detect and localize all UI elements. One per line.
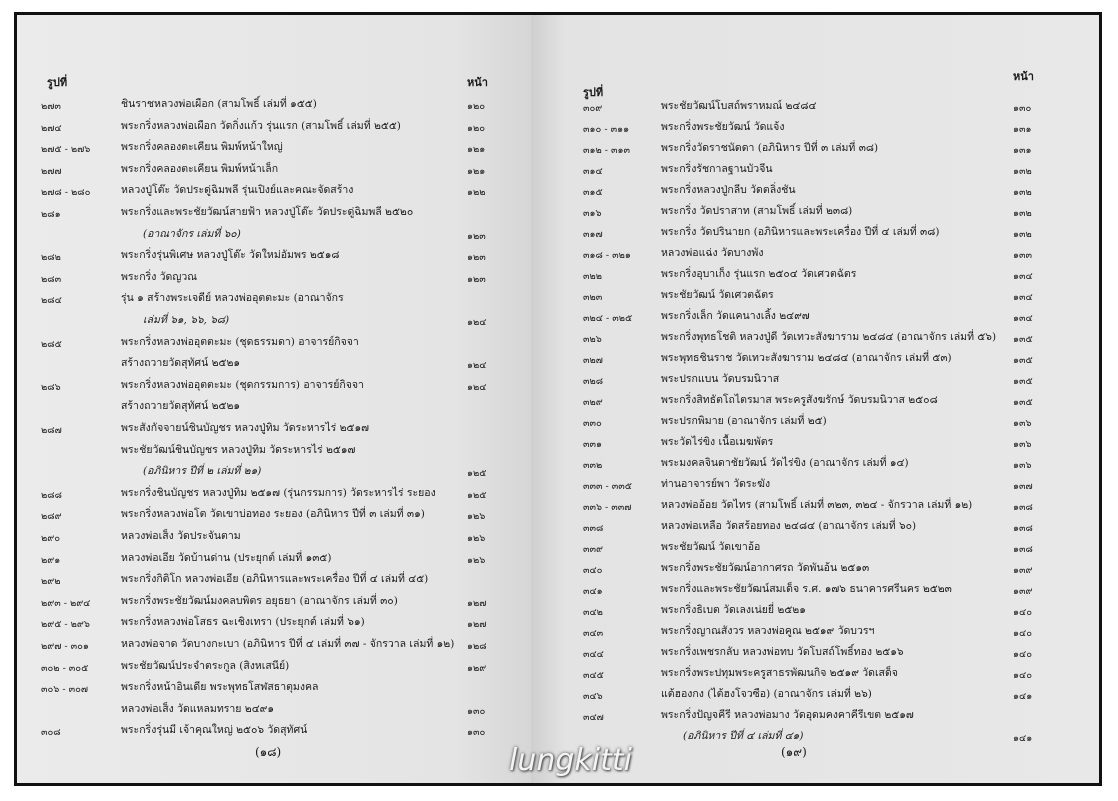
entry-title: พระชัยวัฒน์โบสถ์พราหมณ์ ๒๔๘๔ (661, 100, 817, 112)
figure-number: ๓๔๐ (583, 565, 603, 576)
entry-title: พระชัยวัฒน์ วัดเขาอ้อ (661, 541, 761, 553)
entry-title: (อาณาจักร เล่มที่ ๖๐) (143, 227, 241, 240)
figure-number: ๒๘๑ (41, 209, 61, 220)
entry-title: พระกริ่งหลวงพ่อโสธร ฉะเชิงเทรา (ประยุกต์ เล่มที่ ๖๑) (121, 616, 365, 629)
page-number: ๑๓๙ (1013, 586, 1033, 597)
figure-number: ๒๙๕ - ๒๙๖ (41, 619, 90, 631)
figure-number: ๓๑๒ - ๓๑๓ (583, 145, 631, 156)
figure-number: ๓๑๐ - ๓๑๑ (583, 124, 630, 135)
page-number: ๑๓๑ (1013, 145, 1032, 156)
page-number: ๑๓๘ (1013, 502, 1033, 513)
entry-title: พระพุทธชินราช วัดเทวะสังฆาราม ๒๔๘๔ (อาณาจักร เล่มที่ ๕๓) (661, 352, 952, 364)
figure-number: ๓๒๗ (583, 355, 603, 366)
column-header-figure: รูปที่ (583, 86, 604, 99)
entry-title: พระกริ่งและพระชัยวัฒน์สายฟ้า หลวงปู่โต๊ะ วัดประดู่ฉิมพลี ๒๕๒๐ (121, 206, 414, 218)
entry-title: พระวัดไร่ขิง เนื้อเมฆพัตร (661, 436, 774, 448)
figure-number: ๓๒๒ (583, 271, 603, 282)
page-number: ๑๒๗ (467, 597, 487, 609)
page-number: ๑๔๐ (1013, 670, 1033, 681)
entry-title: สร้างถวายวัดสุทัศน์ ๒๕๒๑ (121, 400, 241, 413)
figure-number: ๒๘๙ (41, 511, 62, 523)
entry-title: พระกริ่งพระปทุมพระครูสาธรพัฒนกิจ ๒๕๑๙ วัดเสด็จ (661, 667, 898, 679)
page-number: ๑๒๒ (467, 187, 486, 199)
column-header-page: หน้า (1013, 70, 1034, 83)
watermark-text: lungkitti (509, 743, 632, 778)
figure-number: ๓๔๖ (583, 691, 603, 702)
page-number: ๑๓๒ (1013, 208, 1032, 219)
entry-title: พระกริ่งพระชัยวัฒน์อากาศรถ วัดพันอ้น ๒๕๑๓ (661, 562, 870, 574)
entry-title: หลวงพ่อแฉ่ง วัดบางพัง (661, 247, 764, 259)
entry-title: พระกริ่งและพระชัยวัฒน์สมเด็จ ร.ศ. ๑๗๖ ธนาคารศรีนคร ๒๕๒๓ (661, 583, 952, 595)
figure-number: ๓๓๑ (583, 439, 603, 450)
entry-title: พระชัยวัฒน์ประจำตระกูล (สิงหเสนีย์) (121, 659, 290, 672)
entry-title: หลวงพ่อเหลือ วัดสร้อยทอง ๒๔๘๔ (อาณาจักร เล่มที่ ๖๐) (661, 520, 917, 532)
entry-title: พระกริ่งพระชัยวัฒน์ วัดแจ้ง (661, 121, 785, 133)
page-number: ๑๓๐ (1013, 103, 1032, 114)
figure-number: ๓๓๓ - ๓๓๕ (583, 481, 632, 492)
page-number: ๑๒๖ (467, 554, 486, 566)
page-number: ๑๒๑ (467, 165, 486, 177)
figure-number: ๓๒๘ (583, 376, 604, 387)
page-number: ๑๓๒ (1013, 229, 1032, 240)
entry-title: สร้างถวายวัดสุทัศน์ ๒๕๒๑ (121, 357, 241, 370)
figure-number: ๒๗๔ (41, 122, 62, 134)
figure-number: ๒๘๒ (41, 252, 61, 264)
entry-title: พระกริ่งคลองตะเคียน พิมพ์หน้าเล็ก (121, 162, 279, 175)
page-number: ๑๓๐ (467, 705, 486, 717)
entry-title: พระกริ่งรุ่นพิเศษ หลวงปู่โต๊ะ วัดใหม่อัมพร ๒๕๑๘ (121, 249, 340, 262)
figure-number: ๓๒๙ (583, 397, 603, 408)
page-number: ๑๓๖ (1013, 460, 1032, 471)
figure-number: ๒๗๗ (41, 165, 62, 177)
figure-number: ๓๑๗ (583, 229, 603, 240)
entry-title: พระกริ่งรัชกาลฐานบัวจีน (661, 163, 773, 175)
page-number: ๑๔๐ (1013, 628, 1033, 639)
figure-number: ๓๐๙ (583, 103, 603, 114)
figure-number: ๒๘๔ (41, 295, 62, 307)
page-folio: (๑๙) (781, 745, 807, 759)
entry-title: พระกริ่งพระชัยวัฒน์มงคลบพิตร อยุธยา (อาณาจักร เล่มที่ ๓๐) (121, 594, 398, 607)
entry-title: พระกริ่งอุบาเก็ง รุ่นแรก ๒๕๐๔ วัดเศวตฉัตร (661, 268, 857, 280)
right-page (531, 15, 1102, 783)
page-number: ๑๓๕ (1013, 355, 1033, 366)
figure-number: ๓๓๘ (583, 523, 604, 534)
page-number: ๑๒๔ (467, 381, 487, 393)
figure-number: ๒๘๓ (41, 273, 62, 285)
entry-title: พระสังกัจจายน์ชินบัญชร หลวงปู่ทิม วัดระหารไร่ ๒๕๑๗ (121, 422, 370, 434)
entry-title: พระกริ่งเล็ก วัดแคนางเลิ้ง ๒๔๙๗ (661, 310, 810, 322)
entry-title: พระกริ่งรุ่นมี เจ้าคุณใหญ่ ๒๕๐๖ วัดสุทัศน์ (121, 724, 308, 737)
left-page (17, 15, 531, 783)
entry-title: พระกริ่งชินบัญชร หลวงปู่ทิม ๒๕๑๗ (รุ่นกรรมการ) วัดระหารไร่ ระยอง (121, 486, 436, 499)
entry-title: พระกริ่งหน้าอินเดีย พระพุทธโสฬสธาตุมงคล (121, 681, 319, 694)
figure-number: ๒๙๓ - ๒๙๔ (41, 597, 91, 609)
entry-title: หลวงพ่อเอีย วัดบ้านด่าน (ประยุกต์ เล่มที่ ๑๓๕) (121, 551, 332, 564)
page-number: ๑๔๑ (1013, 691, 1033, 702)
figure-number: ๒๘๗ (41, 425, 62, 436)
entry-title: พระกริ่งหลวงพ่อเผือก วัดกิ่งแก้ว รุ่นแรก (สามโพธิ์ เล่มที่ ๒๕๕) (121, 119, 401, 132)
entry-title: หลวงพ่อเส็ง วัดแหลมทราย ๒๔๙๑ (121, 702, 274, 715)
figure-number: ๓๑๔ (583, 166, 603, 177)
entry-title: พระกริ่งวัดราชนัดดา (อภินิหาร ปีที่ ๓ เล่มที่ ๓๘) (661, 142, 879, 154)
figure-number: ๓๓๐ (583, 418, 602, 429)
page-number: ๑๒๓ (467, 252, 486, 264)
page-number: ๑๒๕ (467, 468, 487, 480)
page-number: ๑๒๓ (467, 273, 486, 285)
page-number: ๑๒๗ (467, 619, 487, 631)
figure-number: ๓๒๓ (583, 292, 603, 303)
figure-number: ๒๙๗ - ๓๐๑ (41, 641, 89, 652)
figure-number: ๓๑๕ (583, 187, 603, 198)
figure-number: ๓๐๖ - ๓๐๗ (41, 684, 89, 696)
page-number: ๑๒๖ (467, 533, 486, 544)
page-number: ๑๒๔ (467, 360, 487, 372)
page-number: ๑๓๗ (1013, 481, 1033, 492)
entry-title: รุ่น ๑ สร้างพระเจดีย์ หลวงพ่ออุตตะมะ (อาณาจักร (121, 292, 344, 305)
entry-title: พระปรกแบน วัดบรมนิวาส (661, 373, 780, 385)
page-number: ๑๓๕ (1013, 397, 1033, 408)
page-number: ๑๓๔ (1013, 271, 1033, 282)
entry-title: พระกริ่งหลวงพ่ออุตตะมะ (ชุดธรรมดา) อาจารย์กิจจา (121, 335, 359, 348)
entry-title: พระกริ่งหลวงปู่กลีบ วัดตลิ่งชัน (661, 184, 796, 196)
page-number: ๑๒๔ (467, 317, 487, 328)
page-number: ๑๓๐ (467, 727, 486, 739)
figure-number: ๓๔๔ (583, 649, 604, 660)
entry-title: หลวงปู่โต๊ะ วัดประดู่ฉิมพลี รุ่นเปิงย์และคณะจัดสร้าง (121, 184, 354, 197)
entry-title: เล่มที่ ๖๑, ๖๖, ๖๘) (143, 314, 230, 326)
figure-number: ๓๐๘ (41, 727, 61, 739)
figure-number: ๒๙๑ (41, 554, 61, 566)
figure-number: ๓๔๑ (583, 586, 603, 597)
figure-number: ๒๘๖ (41, 381, 61, 393)
figure-number: ๓๓๒ (583, 460, 603, 471)
figure-number: ๓๓๙ (583, 544, 603, 555)
page-number: ๑๓๕ (1013, 376, 1033, 387)
entry-title: แต้ฮองกง (ไต้ฮงโจวซือ) (อาณาจักร เล่มที่ ๒๖) (661, 688, 872, 700)
page-number: ๑๓๔ (1013, 292, 1033, 303)
page-number: ๑๔๐ (1013, 607, 1033, 618)
entry-title: หลวงพ่ออ้อย วัดไทร (สามโพธิ์ เล่มที่ ๓๒๓, ๓๒๔ - จักรวาล เล่มที่ ๑๒) (661, 499, 973, 511)
page-number: ๑๒๘ (467, 641, 487, 652)
page-number: ๑๒๐ (467, 122, 486, 134)
book-spread (14, 12, 1102, 786)
page-number: ๑๒๓ (467, 230, 486, 242)
entry-title: พระกริ่ง วัดปรินายก (อภินิหารและพระเครื่อง ปีที่ ๔ เล่มที่ ๓๘) (661, 226, 940, 238)
page-number: ๑๔๐ (1013, 649, 1033, 660)
entry-title: (อภินิหาร ปีที่ ๒ เล่มที่ ๒๑) (143, 465, 262, 478)
figure-number: ๒๙๐ (41, 533, 61, 544)
entry-title: พระกริ่งธิเบต วัดเลงเน่ยยี่ ๒๕๒๑ (661, 604, 806, 616)
entry-title: ชินราชหลวงพ่อเผือก (สามโพธิ์ เล่มที่ ๑๕๕) (121, 98, 317, 110)
entry-title: ท่านอาจารย์พา วัดระฆัง (661, 478, 771, 490)
entry-title: พระกริ่งคลองตะเคียน พิมพ์หน้าใหญ่ (121, 141, 283, 154)
entry-title: พระกริ่งกิติโก หลวงพ่อเอีย (อภินิหารและพระเครื่อง ปีที่ ๔ เล่มที่ ๔๕) (121, 573, 429, 586)
figure-number: ๒๙๒ (41, 576, 61, 588)
figure-number: ๒๗๓ (41, 101, 61, 112)
page-number: ๑๓๔ (1013, 313, 1033, 324)
figure-number: ๓๒๖ (583, 334, 602, 345)
entry-title: พระกริ่งหลวงพ่อโต วัดเขาบ่อทอง ระยอง (อภินิหาร ปีที่ ๓ เล่มที่ ๓๑) (121, 508, 425, 521)
entry-title: พระกริ่งพุทธโชติ หลวงปู่ดี วัดเทวะสังฆาราม ๒๔๘๔ (อาณาจักร เล่มที่ ๕๖) (661, 331, 997, 343)
page-number: ๑๓๒ (1013, 187, 1032, 198)
page-number: ๑๒๐ (467, 101, 486, 112)
entry-title: พระกริ่งปัญจคีรี หลวงพ่อมาง วัดอุดมคงคาคีรีเขต ๒๕๑๗ (661, 709, 914, 721)
figure-number: ๒๘๕ (41, 338, 62, 350)
entry-title: หลวงพ่อจาด วัดบางกะเบา (อภินิหาร ปีที่ ๔ เล่มที่ ๓๗ - จักรวาล เล่มที่ ๑๒) (121, 638, 455, 650)
page-number: ๑๓๙ (1013, 565, 1033, 576)
figure-number: ๓๑๖ (583, 208, 602, 219)
figure-number: ๒๗๘ - ๒๘๐ (41, 187, 91, 199)
entry-title: หลวงพ่อเส็ง วัดประจันตาม (121, 530, 241, 542)
page-number: ๑๒๑ (467, 144, 486, 156)
entry-title: พระกริ่งหลวงพ่ออุตตะมะ (ชุดกรรมการ) อาจารย์กิจจา (121, 378, 364, 391)
page-number: ๑๓๒ (1013, 166, 1032, 177)
page-number: ๑๒๖ (467, 511, 486, 523)
entry-title: พระกริ่งญาณสังวร หลวงพ่อคูณ ๒๕๑๙ วัดบวรฯ (661, 625, 875, 637)
page-number: ๑๓๖ (1013, 418, 1032, 429)
figure-number: ๓๓๖ - ๓๓๗ (583, 502, 632, 513)
page-number: ๑๓๕ (1013, 334, 1033, 345)
column-header-page: หน้า (467, 76, 488, 89)
page-number: ๑๒๕ (467, 489, 487, 501)
entry-title: พระกริ่ง วัดปราสาท (สามโพธิ์ เล่มที่ ๒๓๘) (661, 205, 853, 217)
page-folio: (๑๘) (255, 745, 282, 759)
page-number: ๑๒๙ (467, 662, 487, 674)
entry-title: พระกริ่งเพชรกลับ หลวงพ่อทบ วัดโบสถ์โพธิ์ทอง ๒๕๑๖ (661, 646, 904, 658)
figure-number: ๓๒๔ - ๓๒๕ (583, 313, 633, 324)
entry-title: พระกริ่งสิทธัตโถไตรมาส พระครูสังฆรักษ์ วัดบรมนิวาส ๒๕๐๘ (661, 394, 938, 406)
figure-number: ๓๔๕ (583, 670, 604, 681)
entry-title: พระมงคลจินดาชัยวัฒน์ วัดไร่ขิง (อาณาจักร เล่มที่ ๑๔) (661, 457, 909, 469)
entry-title: พระชัยวัฒน์ชินบัญชร หลวงปู่ทิม วัดระหารไร่ ๒๕๑๗ (121, 443, 356, 456)
figure-number: ๓๔๗ (583, 712, 604, 723)
page-number: ๑๓๘ (1013, 544, 1033, 555)
figure-number: ๓๔๓ (583, 628, 604, 639)
page-number: ๑๓๖ (1013, 439, 1032, 450)
entry-title: (อภินิหาร ปีที่ ๔ เล่มที่ ๔๑) (683, 730, 804, 742)
column-header-figure: รูปที่ (47, 76, 68, 89)
page-number: ๑๓๘ (1013, 523, 1033, 534)
figure-number: ๓๔๒ (583, 607, 603, 618)
page-number: ๑๓๓ (1013, 250, 1033, 261)
page-number: ๑๔๑ (1013, 733, 1033, 744)
entry-title: พระชัยวัฒน์ วัดเศวตฉัตร (661, 289, 774, 301)
entry-title: พระปรกพิมาย (อาณาจักร เล่มที่ ๒๕) (661, 415, 827, 427)
figure-number: ๓๑๘ - ๓๒๑ (583, 250, 631, 261)
figure-number: ๒๘๘ (41, 489, 62, 501)
figure-number: ๓๐๒ - ๓๐๕ (41, 662, 89, 674)
figure-number: ๒๗๕ - ๒๗๖ (41, 144, 91, 156)
page-number: ๑๓๑ (1013, 124, 1032, 135)
entry-title: พระกริ่ง วัดญวณ (121, 270, 197, 283)
